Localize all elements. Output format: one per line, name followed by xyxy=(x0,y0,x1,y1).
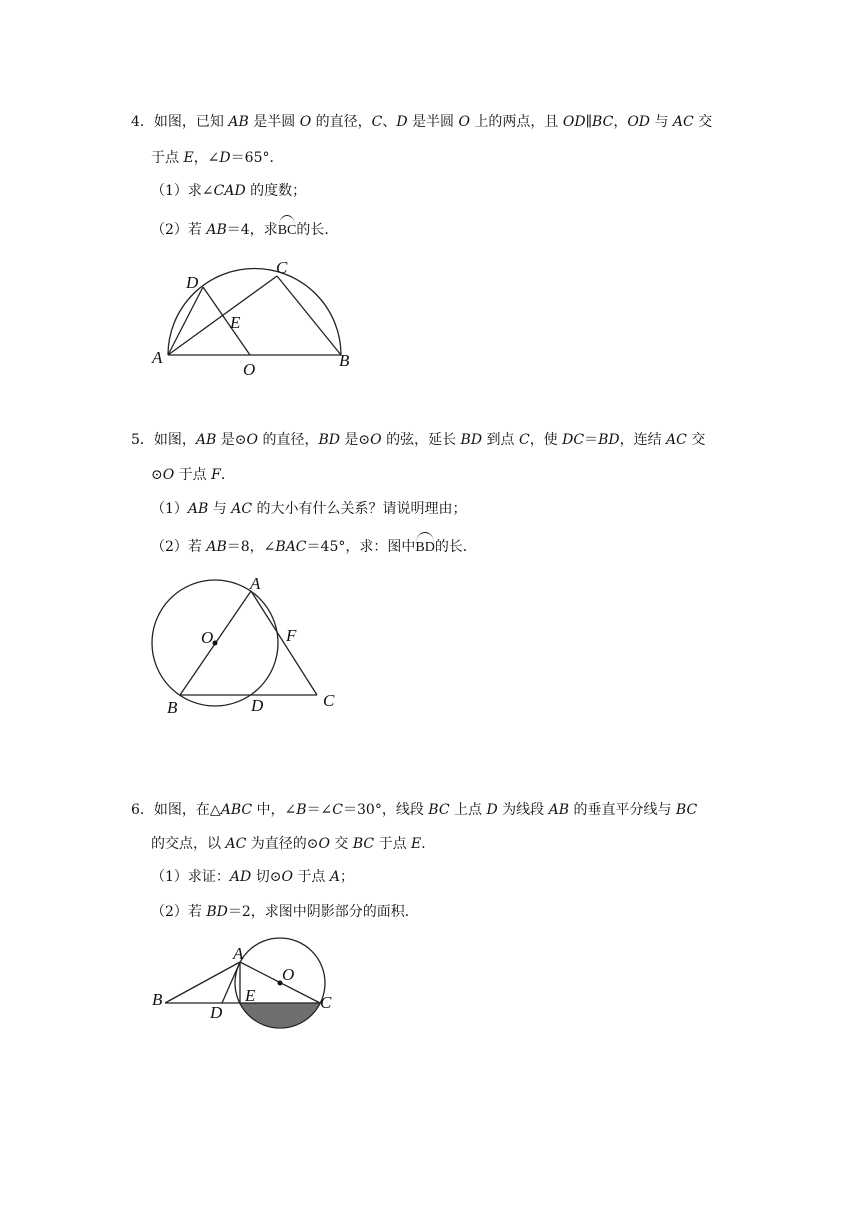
p6-label-o: O xyxy=(282,965,295,984)
p5-label-o: O xyxy=(201,628,214,647)
p4-stem-line1: 4．如图，已知 AB 是半圆 O 的直径，C、D 是半圆 O 上的两点，且 OD∥BC，OD 与 AC 交 xyxy=(131,114,713,130)
p4-stem-line2: 于点 E，∠D＝65°． xyxy=(151,150,284,166)
p5-stem-line1: 5．如图，AB 是⊙O 的直径，BD 是⊙O 的弦，延长 BD 到点 C，使 DC＝BD，连结 AC 交 xyxy=(131,432,706,448)
p6-shaded-region xyxy=(240,1003,320,1027)
p5-label-b: B xyxy=(167,698,178,717)
arc-bd-symbol: BD xyxy=(415,538,434,558)
arc-bc-symbol: BC xyxy=(278,221,297,241)
p5-stem-line2: ⊙O 于点 F． xyxy=(151,467,235,483)
p5-label-f: F xyxy=(286,626,297,645)
p4-label-c: C xyxy=(276,258,288,277)
p6-label-e: E xyxy=(245,986,256,1005)
p6-label-a: A xyxy=(233,944,244,963)
p6-label-c: C xyxy=(320,993,332,1012)
p5-label-c: C xyxy=(323,691,335,710)
p5-question-2: （2）若 AB＝8，∠BAC＝45°，求：图中BD的长． xyxy=(151,537,477,558)
p5-label-d: D xyxy=(251,696,264,715)
p6-question-1: （1）求证：AD 切⊙O 于点 A； xyxy=(151,869,354,885)
p6-stem-line2: 的交点，以 AC 为直径的⊙O 交 BC 于点 E． xyxy=(151,836,436,852)
p5-label-a: A xyxy=(250,574,261,593)
p5-question-1: （1）AB 与 AC 的大小有什么关系？请说明理由； xyxy=(151,501,467,517)
p4-label-a: A xyxy=(152,348,163,367)
p4-label-d: D xyxy=(186,273,199,292)
p4-label-e: E xyxy=(230,313,241,332)
p4-question-1: （1）求∠CAD 的度数； xyxy=(151,183,307,199)
p6-label-d: D xyxy=(210,1003,223,1022)
p6-question-2: （2）若 BD＝2，求图中阴影部分的面积． xyxy=(151,904,419,920)
p6-stem-line1: 6．如图，在△ABC 中，∠B＝∠C＝30°，线段 BC 上点 D 为线段 AB 的垂直平分线与 BC xyxy=(131,802,698,818)
p4-label-o: O xyxy=(243,360,256,379)
p4-question-2: （2）若 AB＝4，求BC的长． xyxy=(151,220,338,241)
p6-segment-ba xyxy=(165,962,240,1003)
p4-label-b: B xyxy=(339,351,350,370)
p6-label-b: B xyxy=(152,990,163,1009)
